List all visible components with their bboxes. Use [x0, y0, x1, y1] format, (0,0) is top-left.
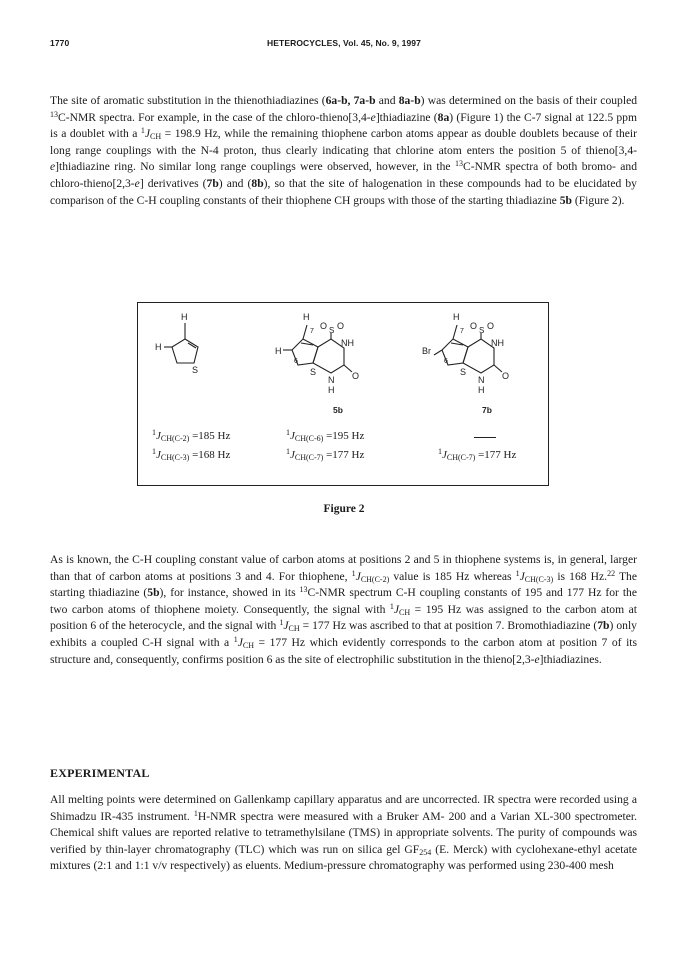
- 5b-sulfonyl-s: S: [329, 326, 335, 335]
- p2-l6: heterocycle, and the signal with $^1J_{CH} = 177$ Hz was ascribed to that at position 7. Bromothiadiazine (7b): [128, 618, 614, 634]
- paragraph-experimental: [50, 792, 637, 875]
- p1-l2: basis of their coupled $^{13}$C-NMR spectra. For example, in the case of the chloro-thieno[3,4-e]thiadiazine: [50, 94, 638, 124]
- 5b-ring-s: S: [310, 367, 317, 377]
- j-7b-c7: $^1J_{CH(C-7)} =177$ Hz: [438, 447, 517, 462]
- 5b-h-left: H: [275, 346, 282, 356]
- p1-l4: thiophene carbon atoms appear as double doublets because of their long range couplings with the N-4: [50, 127, 637, 157]
- 7b-h-top: H: [453, 312, 460, 322]
- section-heading-experimental: EXPERIMENTAL: [50, 766, 150, 780]
- 5b-h-top: H: [303, 312, 310, 322]
- thiophene-h-left: H: [155, 342, 162, 352]
- p2-l4: spectrum C-H coupling constants of 195 and 177 Hz for the two carbon atoms of thiophene moiety.: [50, 586, 637, 616]
- 7b-o-right: O: [487, 321, 495, 331]
- p3-l5: (TLC) which was run on silica gel $GF_{254}$ (E. Merck) with cyclohexane-ethyl acetate mixtures (2:1 and: [50, 842, 637, 873]
- 7b-nh: NH: [491, 338, 504, 348]
- 5b-carbonyl-o: O: [352, 371, 360, 381]
- label-5b: 5b: [333, 405, 343, 415]
- p2-l5: Consequently, the signal with $^1J_{CH} = 195$ Hz was assigned to the carbon atom at position 6 of the: [50, 601, 637, 633]
- j-thiophene-c3: $^1J_{CH(C-3)} =168$ Hz: [152, 447, 231, 462]
- p2-l1: As is known, the C-H coupling constant value of carbon atoms at positions 2 and 5 in thiophene systems: [50, 553, 541, 566]
- 7b-sulfonyl-s: S: [479, 326, 485, 335]
- p3-l1: All melting points were determined on Gallenkamp capillary apparatus and are uncorrected. IR spectra: [50, 793, 531, 806]
- 7b-br: Br: [422, 346, 431, 356]
- 7b-o-left: O: [470, 321, 478, 331]
- p1-l5: proton, thus clearly indicating that chlorine atom enters the position 5 of thieno[3,4-e]thiadiazine ring. No: [50, 143, 637, 174]
- thiophene-s: S: [192, 365, 199, 375]
- p3-l3: 200 and a Varian XL-300 spectrometer. Chemical shift values are reported relative to tetramethylsilane: [50, 809, 637, 840]
- 5b-o-left: O: [320, 321, 328, 331]
- 7b-pos-7: 7: [460, 328, 464, 335]
- 5b-pos-7: 7: [310, 328, 314, 335]
- 7b-n-h: H: [478, 385, 485, 395]
- 7b-pos-6: 6: [444, 358, 448, 365]
- 7b-carbonyl-o: O: [502, 371, 510, 381]
- 5b-nh: NH: [341, 338, 354, 348]
- p3-l4: (TMS) in appropriate solvents. The purity of compounds was verified by thin-layer chromatography: [50, 826, 638, 856]
- 5b-n-h: H: [328, 385, 335, 395]
- label-7b: 7b: [482, 405, 492, 415]
- j-5b-c6: $^1J_{CH(C-6)} =195$ Hz: [286, 428, 365, 443]
- p1-l8: be elucidated by comparison of the C-H coupling constants of their thiophene CH groups with those of: [50, 176, 637, 207]
- p3-l6: 1:1 v/v respectively) as eluents. Medium-pressure chromatography was performed using 230-400 mesh: [134, 859, 614, 873]
- j-7b-c6-dash: [474, 437, 496, 438]
- thiophene-h-top: H: [181, 312, 188, 322]
- p1-l7: chloro-thieno[2,3-e] derivatives (7b) and (8b), so that the site of halogenation in these compounds had to: [50, 176, 555, 190]
- figure-2-caption: Figure 2: [323, 503, 365, 515]
- p1-l6: similar long range couplings were observed, however, in the $^{13}$C-NMR spectra of both bromo- and: [158, 159, 637, 174]
- 5b-n-lower: N: [328, 375, 335, 385]
- p2-l3: Hz whereas $^1J_{CH(C-3)}$ is 168 Hz.$^{22}$ The starting thiadiazine (5b), for instance, showed in its $^{13}$C-NMR: [50, 568, 637, 600]
- 7b-n-lower: N: [478, 375, 485, 385]
- p2-l9: substitution in the thieno[2,3-e]thiadiazines.: [397, 652, 602, 666]
- 5b-pos-6: 6: [294, 358, 298, 365]
- paragraph-coupling-discussion: [50, 552, 637, 668]
- p3-l2: were recorded using a Shimadzu IR-435 instrument. $^1$H-NMR spectra were measured with a Bruker AM-: [50, 793, 638, 823]
- j-thiophene-c2: $^1J_{CH(C-2)} =185$ Hz: [152, 428, 231, 443]
- j-5b-c7: $^1J_{CH(C-7)} =177$ Hz: [286, 447, 365, 462]
- p1-l3: (8a) (Figure 1) the C-7 signal at 122.5 ppm is a doublet with a $^1J_{CH} = 198.9$ Hz, while the remaining: [50, 110, 637, 142]
- p1-l9: the starting thiadiazine 5b (Figure 2).: [451, 193, 625, 207]
- 7b-ring-s: S: [460, 367, 467, 377]
- figure-2-box: [137, 302, 549, 486]
- p2-l8: atom at position 7 of its structure and, consequently, confirms position 6 as the site of electrophilic: [50, 635, 638, 666]
- paragraph-substitution-site: [50, 93, 637, 209]
- page-number: 1770: [50, 38, 70, 48]
- p1-l1: The site of aromatic substitution in the thienothiadiazines (6a-b, 7a-b and 8a-b) was determined on the: [50, 94, 534, 107]
- 5b-o-right: O: [337, 321, 345, 331]
- p2-l2: is, in general, larger than that of carbon atoms at positions 3 and 4. For thiophene, $^1J_{CH(C-2)}$ value is 185: [50, 553, 637, 584]
- running-header: HETEROCYCLES, Vol. 45, No. 9, 1997: [267, 38, 421, 48]
- p2-l7: only exhibits a coupled C-H signal with a $^1J_{CH} = 177$ Hz which evidently corresponds to the carbon: [50, 619, 637, 650]
